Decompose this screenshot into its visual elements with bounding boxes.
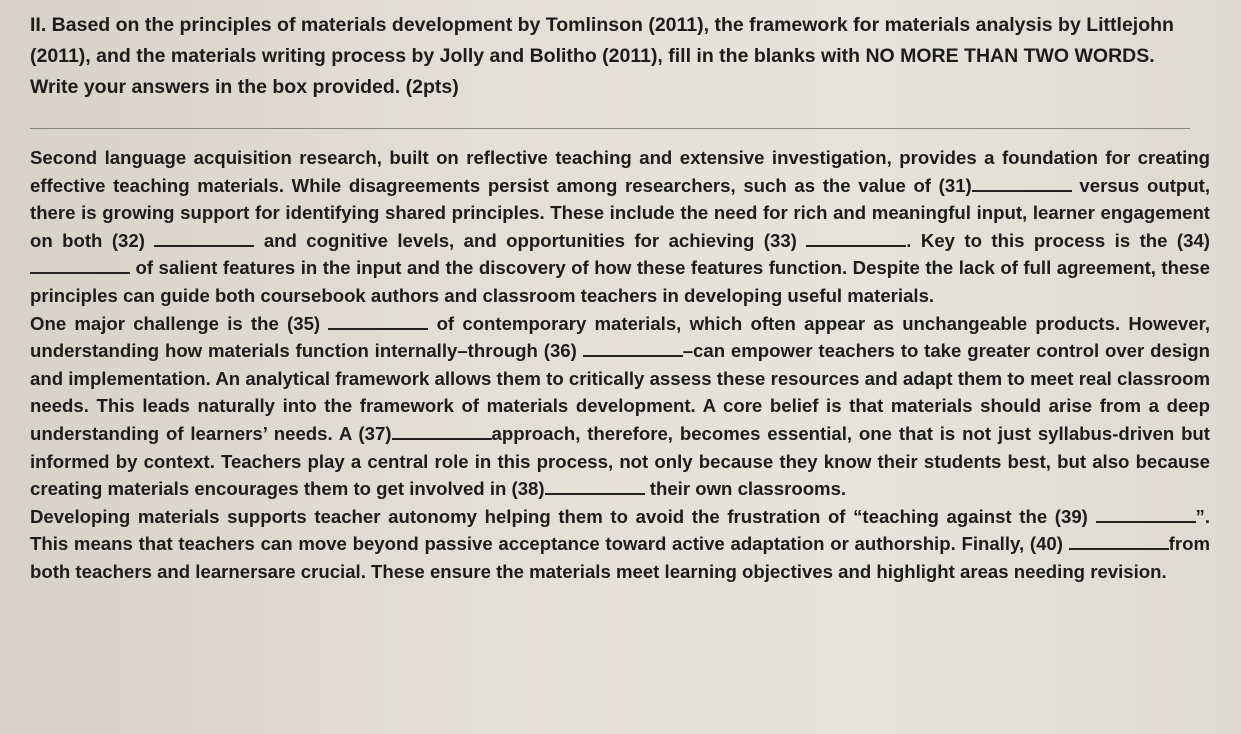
- answer-blank-34[interactable]: [30, 258, 130, 274]
- answer-blank-37[interactable]: [392, 424, 492, 440]
- passage-text: their own classrooms.: [649, 478, 847, 500]
- passage-text: –can empower teachers to take greater control over design and implementation. An analytical framework allows them to critically assess these resources and adapt them to meet real classroom needs. This leads naturally into the framework of materials development. A core belief is that materials should arise from a deep understanding of learners’ needs. A: [30, 340, 1211, 444]
- passage-text: and cognitive levels, and opportunities for achieving: [263, 229, 755, 251]
- blank-number-31: (31): [938, 174, 972, 196]
- instruction-heading: II. Based on the principles of materials development by Tomlinson (2011), the framework for materials analysis by Littlejohn (2011), and the materials writing process by Jolly and Bolitho (2011), fill in the blanks with NO MORE THAN TWO WORDS. Write your answers in the box provided. (2pts): [30, 14, 1174, 98]
- blank-number-38: (38): [511, 478, 545, 500]
- passage-text: . Key to this process is the: [906, 229, 1168, 251]
- blank-number-35: (35): [287, 312, 321, 334]
- passage: [30, 144, 1210, 586]
- passage-text: ”. This means that teachers can move beyond passive acceptance toward active adaptation or authorship. Finally,: [30, 505, 1210, 555]
- answer-blank-36[interactable]: [583, 341, 683, 357]
- passage-text: Developing materials supports teacher autonomy helping them to avoid the frustration of “teaching against the: [30, 505, 1048, 527]
- answer-blank-39[interactable]: [1096, 507, 1196, 523]
- answer-blank-31[interactable]: [972, 176, 1072, 192]
- answer-blank-33[interactable]: [806, 231, 906, 247]
- passage-text: One major challenge is the: [30, 312, 279, 334]
- blank-number-37: (37): [358, 422, 392, 444]
- blank-number-34: (34): [1176, 229, 1210, 251]
- passage-text: from both teachers and learnersare crucial. These ensure the materials meet learning objectives and highlight areas needing revision.: [30, 533, 1210, 582]
- divider-line: [30, 128, 1190, 129]
- answer-blank-38[interactable]: [545, 479, 645, 495]
- passage-text: of contemporary materials, which often appear as unchangeable products. However, understanding how materials function internally–through: [30, 312, 1210, 362]
- passage-text: of salient features in the input and the discovery of how these features function. Despite the lack of full agreement, these principles can guide both coursebook authors and classroom teachers in developing useful materials.: [30, 257, 1210, 306]
- paragraph-2: [30, 310, 1210, 503]
- blank-number-33: (33): [763, 229, 797, 251]
- answer-blank-40[interactable]: [1069, 534, 1169, 550]
- passage-text: Second language acquisition research, built on reflective teaching and extensive investigation, provides a foundation for creating effective teaching materials. While disagreements persist among researchers, such as the value of: [30, 147, 1210, 196]
- blank-number-36: (36): [543, 340, 577, 362]
- answer-blank-35[interactable]: [328, 314, 428, 330]
- blank-number-40: (40): [1029, 533, 1063, 555]
- answer-blank-32[interactable]: [154, 231, 254, 247]
- blank-number-39: (39): [1054, 505, 1088, 527]
- paragraph-1: [30, 144, 1210, 310]
- passage-text: approach, therefore, becomes essential, one that is not just syllabus-driven but informed by context. Teachers play a central role in this process, not only because they know their students best, but also because creating materials encourages them to get involved in: [30, 422, 1210, 500]
- passage-text: versus output, there is growing support for identifying shared principles. These include the need for rich and meaningful input, learner engagement on both: [30, 174, 1210, 251]
- paragraph-3: [30, 503, 1210, 586]
- blank-number-32: (32): [111, 229, 145, 251]
